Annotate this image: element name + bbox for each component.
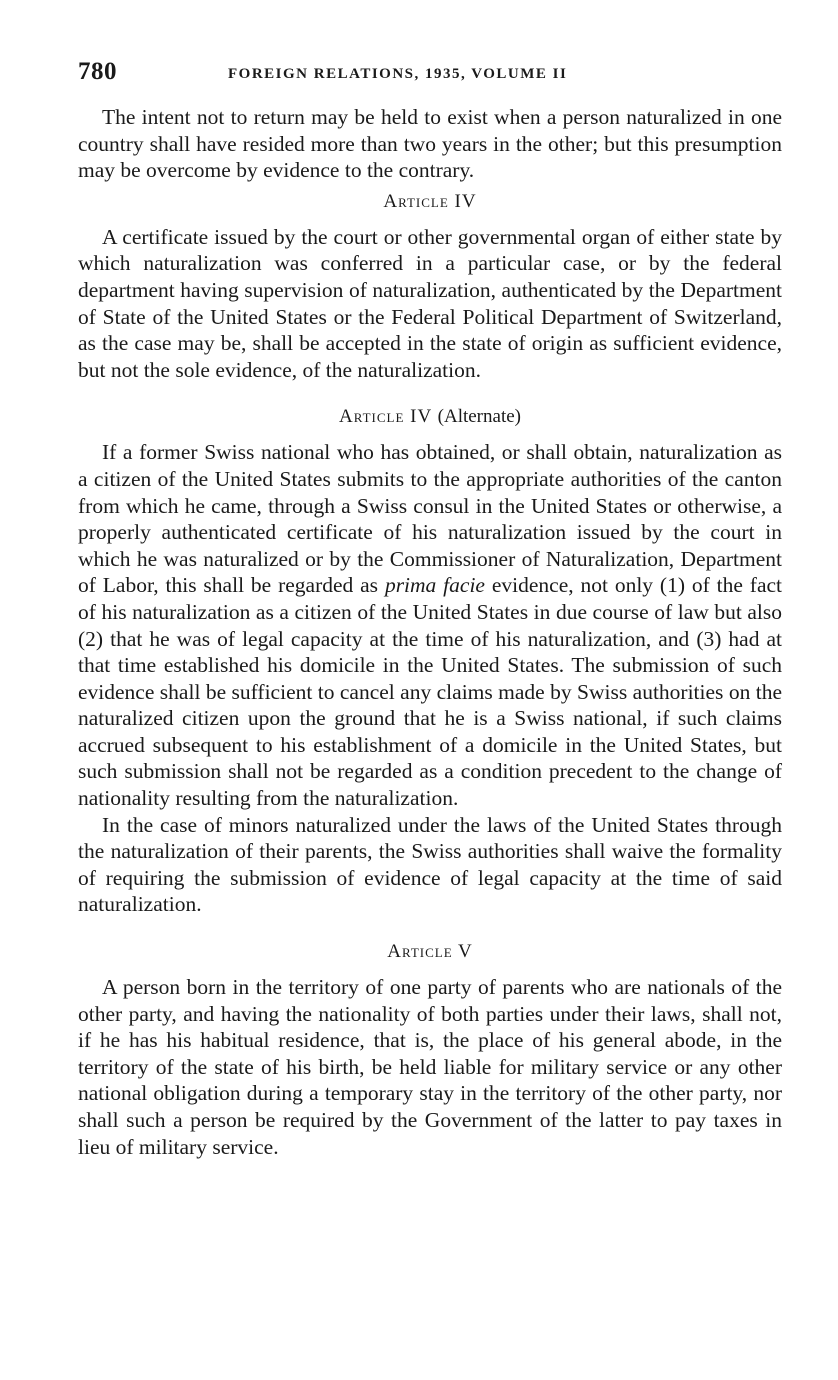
article-iv-alternate-paragraph-2: In the case of minors naturalized under the laws of the United States through the naturalization of their parents, the Swiss authorities shall waive the formality of requiring the submission of evidence of legal capacity at the time of said naturalization. (78, 812, 782, 917)
prima-facie-italic: prima facie (384, 573, 485, 598)
page-number: 780 (78, 58, 117, 85)
article-v-paragraph: A person born in the territory of one party of parents who are nationals of the other party, and having the nationality of both parties under their laws, shall not, if he has his habitual residence, that is, the place of his general abode, in the territory of the state of his birth, be held liable for military service or any other national obligation during a temporary stay in the territory of the other party, nor shall such a person be required by the Government of the latter to pay taxes in lieu of military service. (78, 975, 782, 1159)
article-iv-paragraph: A certificate issued by the court or other governmental organ of either state by which naturalization was conferred in a particular case, or by the federal department having supervision of naturalization, authenticated by the Department of State of the United States or the Federal Political Department of Switzerland, as the case may be, shall be accepted in the state of origin as sufficient evidence, but not the sole evidence, of the naturalization. (78, 224, 782, 382)
alternate-label: (Alternate) (437, 406, 521, 428)
article-iv-alternate-heading-text: Article IV (339, 406, 432, 428)
intro-paragraph: The intent not to return may be held to exist when a person naturalized in one country shall have resided more than two years in the other; but this presumption may be overcome by evidence to the contrary. (78, 105, 782, 183)
article-v-heading-text: Article V (387, 941, 473, 963)
running-title: FOREIGN RELATIONS, 1935, VOLUME II (228, 66, 568, 82)
article-iv-heading-text: Article IV (383, 190, 477, 212)
article-iv-heading (78, 190, 782, 214)
running-head (78, 58, 782, 90)
article-iv-alt-p1-before: If a former Swiss national who has obtained, or shall obtain, naturalization as a citizen of the United States submits to the appropriate authorities of the canton from which he came, through a Swiss consul in the United States or otherwise, a properly authenticated certificate of his naturalization issued by the court in which he was naturalized or by the Commissioner of Naturalization, Department of Labor, this shall be regarded as (78, 440, 782, 598)
article-iv-alternate-heading (78, 405, 782, 429)
article-iv-alternate-paragraph-1 (78, 439, 782, 811)
document-page (78, 58, 782, 1160)
article-v-heading (78, 940, 782, 964)
article-iv-alt-p1-after: evidence, not only (1) of the fact of his naturalization as a citizen of the United States in due course of law but also (2) that he was of legal capacity at the time of his naturalization, and (3) had at that time established his domicile in the United States. The submission of such evidence shall be sufficient to cancel any claims made by Swiss authorities on the naturalized citizen upon the ground that he is a Swiss national, if such claims accrued subsequent to his establishment of a domicile in the United States, but such submission shall not be regarded as a condition precedent to the change of nationality resulting from the naturalization. (78, 573, 782, 811)
